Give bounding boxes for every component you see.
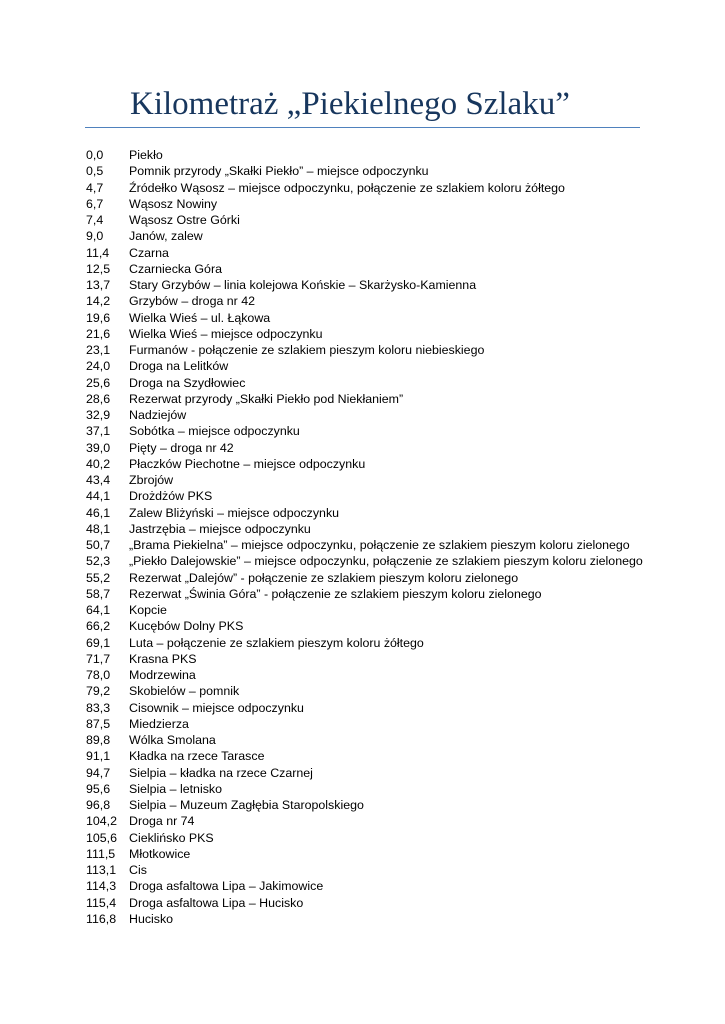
list-item: [86, 310, 643, 326]
list-item: [86, 147, 643, 163]
place-description: Wielka Wieś – miejsce odpoczynku: [129, 326, 323, 341]
list-item: [86, 586, 643, 602]
list-item: [86, 488, 643, 504]
list-item: [86, 358, 643, 374]
place-description: Krasna PKS: [129, 651, 197, 666]
kilometer-value: 23,1: [86, 343, 111, 357]
kilometer-value: 96,8: [86, 798, 111, 812]
kilometer-value: 44,1: [86, 489, 111, 504]
kilometer-value: 21,6: [86, 326, 111, 341]
place-description: Sielpia – Muzeum Zagłębia Staropolskiego: [129, 798, 364, 812]
place-description: Rezerwat przyrody „Skałki Piekło pod Niekłaniem”: [129, 391, 404, 406]
list-item: [86, 407, 643, 423]
place-description: Piekło: [129, 148, 163, 162]
kilometer-value: 87,5: [86, 716, 111, 731]
place-description: Kucębów Dolny PKS: [129, 619, 244, 634]
kilometer-value: 94,7: [86, 765, 111, 780]
list-item: [86, 732, 643, 748]
place-description: Cieklińsko PKS: [129, 830, 214, 845]
place-description: Cis: [129, 863, 147, 877]
list-item: [86, 862, 643, 878]
kilometer-value: 7,4: [86, 213, 104, 227]
kilometer-value: 95,6: [86, 781, 111, 796]
place-description: Kładka na rzece Tarasce: [129, 749, 265, 764]
place-description: „Piekło Dalejowskie” – miejsce odpoczynku, połączenie ze szlakiem pieszym koloru zielonego: [129, 554, 643, 569]
list-item: [86, 570, 643, 586]
place-description: Pomnik przyrody „Skałki Piekło” – miejsce odpoczynku: [129, 164, 429, 179]
list-item: [86, 163, 643, 179]
kilometer-value: 50,7: [86, 538, 111, 552]
kilometer-value: 79,2: [86, 684, 111, 699]
distance-list: [86, 147, 643, 927]
kilometer-value: 43,4: [86, 473, 111, 487]
list-item: [86, 748, 643, 764]
list-item: [86, 683, 643, 699]
place-description: Drożdżów PKS: [129, 489, 213, 504]
list-item: [86, 245, 643, 261]
kilometer-value: 24,0: [86, 359, 111, 374]
list-item: [86, 797, 643, 813]
kilometer-value: 104,2: [86, 814, 118, 829]
kilometer-value: 9,0: [86, 229, 104, 244]
list-item: [86, 212, 643, 228]
list-item: [86, 635, 643, 651]
place-description: Modrzewina: [129, 668, 196, 682]
kilometer-value: 37,1: [86, 424, 111, 439]
kilometer-value: 28,6: [86, 391, 111, 406]
list-item: [86, 456, 643, 472]
list-item: [86, 667, 643, 683]
kilometer-value: 83,3: [86, 700, 111, 715]
kilometer-value: 52,3: [86, 554, 111, 569]
place-description: Janów, zalew: [129, 229, 203, 244]
kilometer-value: 19,6: [86, 310, 111, 325]
kilometer-value: 32,9: [86, 408, 111, 422]
list-item: [86, 846, 643, 862]
place-description: Grzybów – droga nr 42: [129, 294, 256, 309]
list-item: [86, 440, 643, 456]
kilometer-value: 113,1: [86, 863, 117, 877]
kilometer-value: 58,7: [86, 586, 111, 601]
kilometer-value: 111,5: [86, 846, 116, 861]
kilometer-value: 64,1: [86, 603, 111, 617]
place-description: Pięty – droga nr 42: [129, 440, 234, 455]
place-description: Droga nr 74: [129, 814, 195, 829]
kilometer-value: 66,2: [86, 619, 111, 634]
place-description: Rezerwat „Świnia Góra” - połączenie ze szlakiem pieszym koloru zielonego: [129, 586, 542, 601]
list-item: [86, 196, 643, 212]
place-description: Miedzierza: [129, 716, 189, 731]
page-title: Kilometraż „Piekielnego Szlaku”: [130, 86, 570, 122]
list-item: [86, 602, 643, 618]
list-item: [86, 342, 643, 358]
list-item: [86, 830, 643, 846]
title-underline: [85, 127, 640, 128]
kilometer-value: 78,0: [86, 668, 111, 682]
kilometer-value: 114,3: [86, 879, 117, 894]
place-description: Płaczków Piechotne – miejsce odpoczynku: [129, 456, 366, 471]
list-item: [86, 505, 643, 521]
place-description: Młotkowice: [129, 846, 191, 861]
kilometer-value: 39,0: [86, 440, 111, 455]
list-item: [86, 261, 643, 277]
list-item: [86, 423, 643, 439]
place-description: Furmanów - połączenie ze szlakiem pieszym koloru niebieskiego: [129, 343, 485, 357]
place-description: Czarna: [129, 245, 169, 260]
list-item: [86, 813, 643, 829]
kilometer-value: 46,1: [86, 505, 111, 520]
place-description: Luta – połączenie ze szlakiem pieszym koloru żółtego: [129, 635, 424, 650]
place-description: Stary Grzybów – linia kolejowa Końskie – Skarżysko-Kamienna: [129, 278, 477, 292]
place-description: Wólka Smolana: [129, 733, 216, 747]
list-item: [86, 618, 643, 634]
place-description: Zbrojów: [129, 473, 174, 487]
kilometer-value: 11,4: [86, 245, 110, 260]
place-description: Skobielów – pomnik: [129, 684, 240, 699]
place-description: Droga asfaltowa Lipa – Jakimowice: [129, 879, 324, 894]
list-item: [86, 911, 643, 927]
list-item: [86, 472, 643, 488]
place-description: Droga na Lelitków: [129, 359, 229, 374]
place-description: Wąsosz Nowiny: [129, 196, 218, 211]
list-item: [86, 375, 643, 391]
kilometer-value: 89,8: [86, 733, 111, 747]
place-description: Cisownik – miejsce odpoczynku: [129, 700, 304, 715]
list-item: [86, 700, 643, 716]
list-item: [86, 293, 643, 309]
list-item: [86, 228, 643, 244]
place-description: Nadziejów: [129, 408, 187, 422]
kilometer-value: 12,5: [86, 261, 111, 276]
place-description: Źródełko Wąsosz – miejsce odpoczynku, połączenie ze szlakiem koloru żółtego: [129, 180, 565, 195]
kilometer-value: 71,7: [86, 651, 111, 666]
kilometer-value: 48,1: [86, 521, 111, 536]
list-item: [86, 537, 643, 553]
list-item: [86, 391, 643, 407]
kilometer-value: 13,7: [86, 278, 111, 292]
kilometer-value: 0,0: [86, 148, 104, 162]
kilometer-value: 6,7: [86, 196, 104, 211]
list-item: [86, 765, 643, 781]
list-item: [86, 277, 643, 293]
place-description: Droga asfaltowa Lipa – Hucisko: [129, 895, 304, 910]
place-description: Jastrzębia – miejsce odpoczynku: [129, 521, 311, 536]
place-description: Hucisko: [129, 911, 174, 926]
list-item: [86, 180, 643, 196]
kilometer-value: 4,7: [86, 180, 104, 195]
list-item: [86, 326, 643, 342]
place-description: „Brama Piekielna” – miejsce odpoczynku, połączenie ze szlakiem pieszym koloru zielonego: [129, 538, 630, 552]
place-description: Kopcie: [129, 603, 167, 617]
place-description: Wielka Wieś – ul. Łąkowa: [129, 310, 271, 325]
list-item: [86, 878, 643, 894]
list-item: [86, 781, 643, 797]
kilometer-value: 40,2: [86, 456, 111, 471]
kilometer-value: 14,2: [86, 294, 111, 309]
list-item: [86, 895, 643, 911]
place-description: Zalew Bliżyński – miejsce odpoczynku: [129, 505, 340, 520]
place-description: Rezerwat „Dalejów” - połączenie ze szlakiem pieszym koloru zielonego: [129, 570, 519, 585]
list-item: [86, 521, 643, 537]
kilometer-value: 55,2: [86, 570, 111, 585]
place-description: Sobótka – miejsce odpoczynku: [129, 424, 300, 439]
kilometer-value: 116,8: [86, 911, 117, 926]
kilometer-value: 69,1: [86, 635, 111, 650]
kilometer-value: 105,6: [86, 830, 118, 845]
kilometer-value: 91,1: [86, 749, 111, 764]
kilometer-value: 0,5: [86, 164, 104, 179]
kilometer-value: 115,4: [86, 895, 117, 910]
list-item: [86, 553, 643, 569]
list-item: [86, 651, 643, 667]
place-description: Czarniecka Góra: [129, 261, 222, 276]
place-description: Sielpia – letnisko: [129, 781, 222, 796]
place-description: Droga na Szydłowiec: [129, 375, 246, 390]
place-description: Sielpia – kładka na rzece Czarnej: [129, 765, 313, 780]
list-item: [86, 716, 643, 732]
place-description: Wąsosz Ostre Górki: [129, 213, 240, 227]
kilometer-value: 25,6: [86, 375, 111, 390]
